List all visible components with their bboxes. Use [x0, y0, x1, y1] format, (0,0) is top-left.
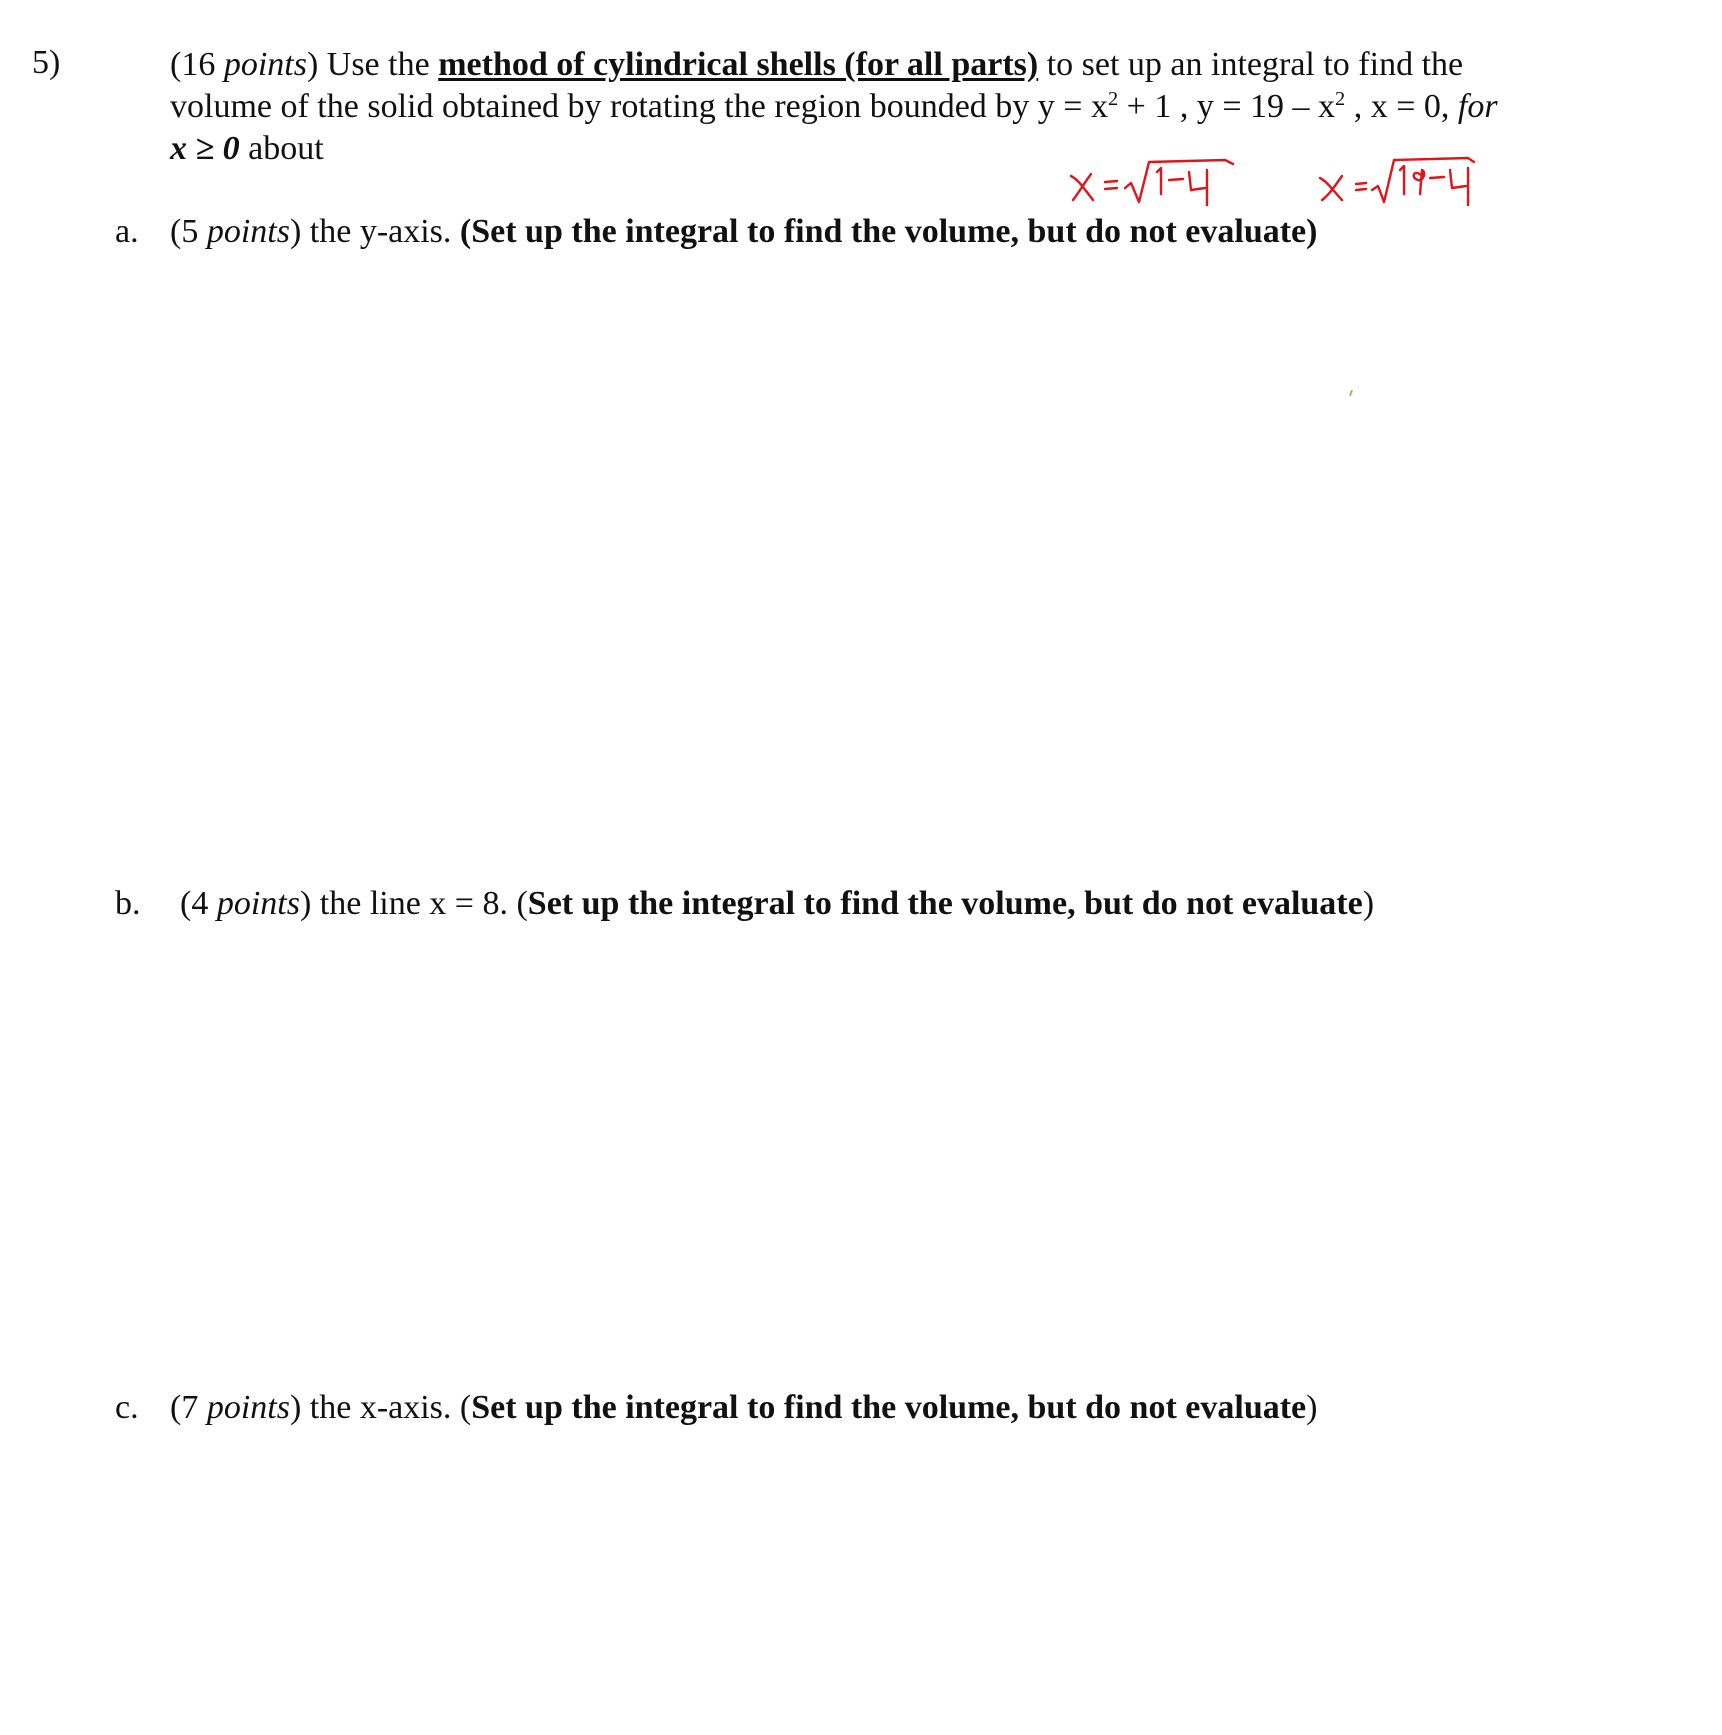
part-b-points-word: points — [216, 885, 300, 922]
after-method: to set up an integral to find the — [1038, 46, 1464, 83]
prompt-line-2 — [170, 86, 1650, 128]
part-a-letter: a. — [115, 213, 139, 250]
exponent-1: 2 — [1107, 87, 1119, 110]
part-c-closing: ) — [1306, 1389, 1318, 1426]
part-b-instruction: Set up the integral to find the volume, but do not evaluate — [527, 885, 1363, 922]
part-c — [115, 1389, 1317, 1427]
points-close: ) Use the — [306, 46, 439, 83]
x-condition: x ≥ 0 — [170, 130, 240, 167]
part-a-instruction: (Set up the integral to find the volume, but do not evaluate) — [459, 213, 1318, 250]
exponent-2: 2 — [1335, 87, 1346, 110]
part-a-points-word: points — [206, 213, 290, 250]
part-c-points-close: ) the x-axis. ( — [289, 1389, 472, 1426]
question-number: 5) — [32, 44, 61, 81]
part-a-points-close: ) the y-axis. — [289, 213, 460, 250]
points-word: points — [223, 46, 307, 83]
prompt-line-1 — [170, 44, 1650, 86]
points-open: (16 — [170, 46, 224, 83]
part-c-points-word: points — [206, 1389, 290, 1426]
handwriting-sqrt-1-minus-y — [1065, 150, 1275, 206]
ink-speck — [1349, 390, 1353, 396]
about-word: about — [239, 130, 324, 167]
part-c-points-open: (7 — [170, 1389, 207, 1426]
handwritten-note-right — [1318, 150, 1528, 206]
part-b-closing: ) — [1362, 885, 1375, 922]
plus-one-text: + 1 , y = 19 – x — [1118, 88, 1336, 125]
part-b-letter: b. — [115, 885, 141, 922]
part-b-points-close: ) the line x = 8. ( — [299, 885, 528, 922]
region-text: volume of the solid obtained by rotating the region bounded by y = x — [170, 88, 1108, 125]
x-zero-text: , x = 0, — [1345, 88, 1458, 125]
part-a-points-open: (5 — [170, 213, 207, 250]
for-word: for — [1457, 88, 1498, 125]
handwritten-note-left — [1065, 150, 1275, 206]
handwriting-sqrt-19-minus-y — [1318, 150, 1528, 206]
part-b-points-open: (4 — [180, 885, 217, 922]
part-c-letter: c. — [115, 1389, 139, 1426]
method-emphasis: method of cylindrical shells (for all parts) — [438, 46, 1039, 83]
part-c-instruction: Set up the integral to find the volume, but do not evaluate — [471, 1389, 1307, 1426]
part-a — [115, 213, 1317, 251]
part-b — [115, 885, 1374, 923]
